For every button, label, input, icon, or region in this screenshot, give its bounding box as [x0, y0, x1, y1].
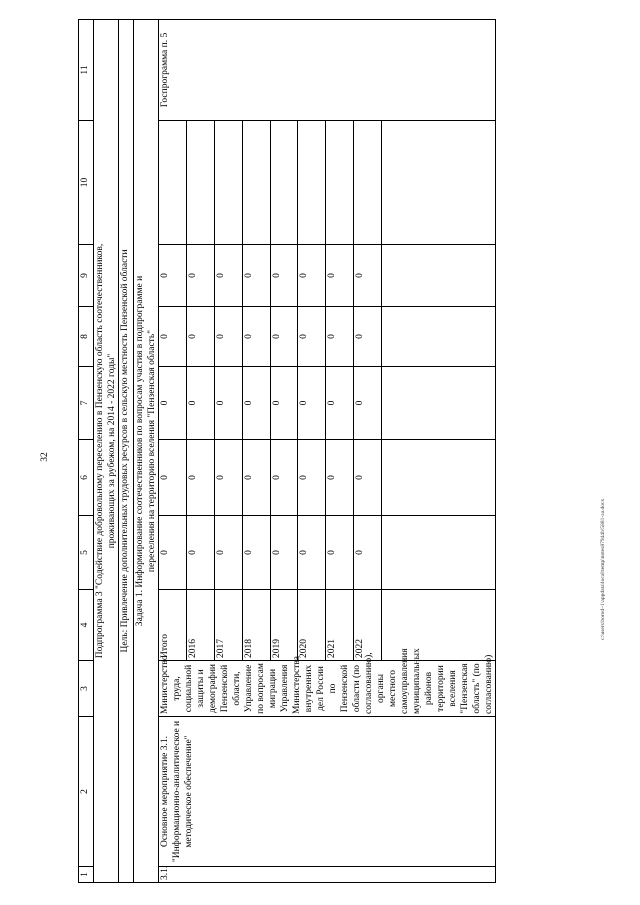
- value-cell: 0: [270, 440, 298, 516]
- column-number: 1: [79, 867, 94, 883]
- year-cell: 2020: [298, 590, 326, 661]
- goal-row: [119, 20, 134, 883]
- subprogram-row: [94, 20, 119, 883]
- column-number: 2: [79, 717, 94, 867]
- column-number: 8: [79, 307, 94, 367]
- value-cell: 0: [186, 307, 214, 367]
- value-cell: 0: [214, 440, 242, 516]
- subprogram-title: [94, 20, 119, 883]
- empty-cell: [382, 121, 496, 245]
- empty-cell: [242, 121, 270, 245]
- column-number: 11: [79, 20, 94, 121]
- value-cell: 0: [298, 516, 326, 590]
- value-cell: 0: [242, 516, 270, 590]
- value-cell: 0: [326, 367, 354, 440]
- footer-path-text: c:\users\borod~1\appdata\local\temp\notes87944b\5881-aa.docx: [600, 498, 606, 640]
- empty-cell: [159, 121, 187, 245]
- value-cell: 0: [242, 245, 270, 307]
- activity-note: Госпрограмма п. 5: [159, 20, 496, 121]
- value-cell: 0: [242, 367, 270, 440]
- column-number: 6: [79, 440, 94, 516]
- column-number: 7: [79, 367, 94, 440]
- value-cell: 0: [186, 367, 214, 440]
- empty-cell: [298, 121, 326, 245]
- value-cell: 0: [270, 307, 298, 367]
- value-cell: 0: [270, 516, 298, 590]
- task-row: [134, 20, 159, 883]
- empty-cell: [186, 121, 214, 245]
- value-cell: 0: [214, 245, 242, 307]
- value-cell: 0: [298, 367, 326, 440]
- value-cell: 0: [159, 307, 187, 367]
- task-line-2: переселения на территорию вселения "Пензенская область": [147, 329, 157, 573]
- activity-number: 3.1.: [159, 867, 496, 883]
- column-number: 4: [79, 590, 94, 661]
- value-cell: 0: [298, 245, 326, 307]
- task-line-1: Задача 1. Информирование соотечественников по вопросам участия в подпрограмме и: [135, 275, 145, 627]
- value-cell: 0: [159, 516, 187, 590]
- value-cell: 0: [214, 367, 242, 440]
- year-cell: 2022: [354, 590, 382, 661]
- value-cell: 0: [326, 516, 354, 590]
- value-cell: 0: [298, 440, 326, 516]
- column-number: 10: [79, 121, 94, 245]
- activity-name: Основное мероприятие 3.1. "Информационно-аналитическое и методическое обеспечение": [159, 717, 496, 867]
- empty-cell: [382, 307, 496, 367]
- column-number-row: [79, 20, 94, 883]
- value-cell: 0: [159, 245, 187, 307]
- program-table: [78, 19, 496, 883]
- value-cell: 0: [326, 307, 354, 367]
- empty-cell: [354, 121, 382, 245]
- empty-cell: [270, 121, 298, 245]
- value-cell: 0: [354, 307, 382, 367]
- empty-cell: [382, 245, 496, 307]
- value-cell: 0: [242, 307, 270, 367]
- value-cell: 0: [354, 367, 382, 440]
- column-number: 3: [79, 661, 94, 717]
- value-cell: 0: [270, 367, 298, 440]
- value-cell: 0: [326, 245, 354, 307]
- year-cell: 2019: [270, 590, 298, 661]
- value-cell: 0: [354, 245, 382, 307]
- year-cell: 2021: [326, 590, 354, 661]
- column-number: 5: [79, 516, 94, 590]
- value-cell: 0: [159, 440, 187, 516]
- year-cell: 2018: [242, 590, 270, 661]
- value-cell: 0: [159, 367, 187, 440]
- year-cell: 2016: [186, 590, 214, 661]
- task-title: [134, 20, 159, 883]
- subprogram-line-1: Подпрограмма 3 "Содействие добровольному переселению в Пензенскую область соотечественников,: [95, 243, 105, 659]
- activity-executors: Министерство труда, социальной защиты и демографии Пензенской области, Управление по вопросам миграции Управления Министерства внутренних дел России по Пензенской области (по согласованию), органы местного самоуправления муниципальных районов территории вселения "Пензенская область" (по согласованию): [159, 661, 496, 717]
- value-cell: 0: [214, 516, 242, 590]
- value-cell: 0: [354, 440, 382, 516]
- value-cell: 0: [186, 516, 214, 590]
- year-cell: Итого: [159, 590, 187, 661]
- column-number: 9: [79, 245, 94, 307]
- empty-cell: [326, 121, 354, 245]
- value-cell: 0: [242, 440, 270, 516]
- empty-cell: [214, 121, 242, 245]
- value-cell: 0: [354, 516, 382, 590]
- value-cell: 0: [186, 440, 214, 516]
- value-cell: 0: [214, 307, 242, 367]
- value-cell: 0: [186, 245, 214, 307]
- page-number: 32: [39, 452, 50, 462]
- empty-cell: [382, 367, 496, 440]
- value-cell: 0: [270, 245, 298, 307]
- subprogram-line-2: проживающих за рубежом, на 2014 - 2022 годы": [107, 353, 117, 549]
- empty-cell: [382, 440, 496, 516]
- value-cell: 0: [298, 307, 326, 367]
- empty-cell: [382, 516, 496, 590]
- value-cell: 0: [326, 440, 354, 516]
- year-cell: 2017: [214, 590, 242, 661]
- empty-cell: [382, 590, 496, 661]
- table-row: [159, 20, 187, 883]
- rotated-table-container: [78, 20, 606, 883]
- goal-text: Цель: Привлечение дополнительных трудовых ресурсов в сельскую местность Пензенской области: [119, 20, 134, 883]
